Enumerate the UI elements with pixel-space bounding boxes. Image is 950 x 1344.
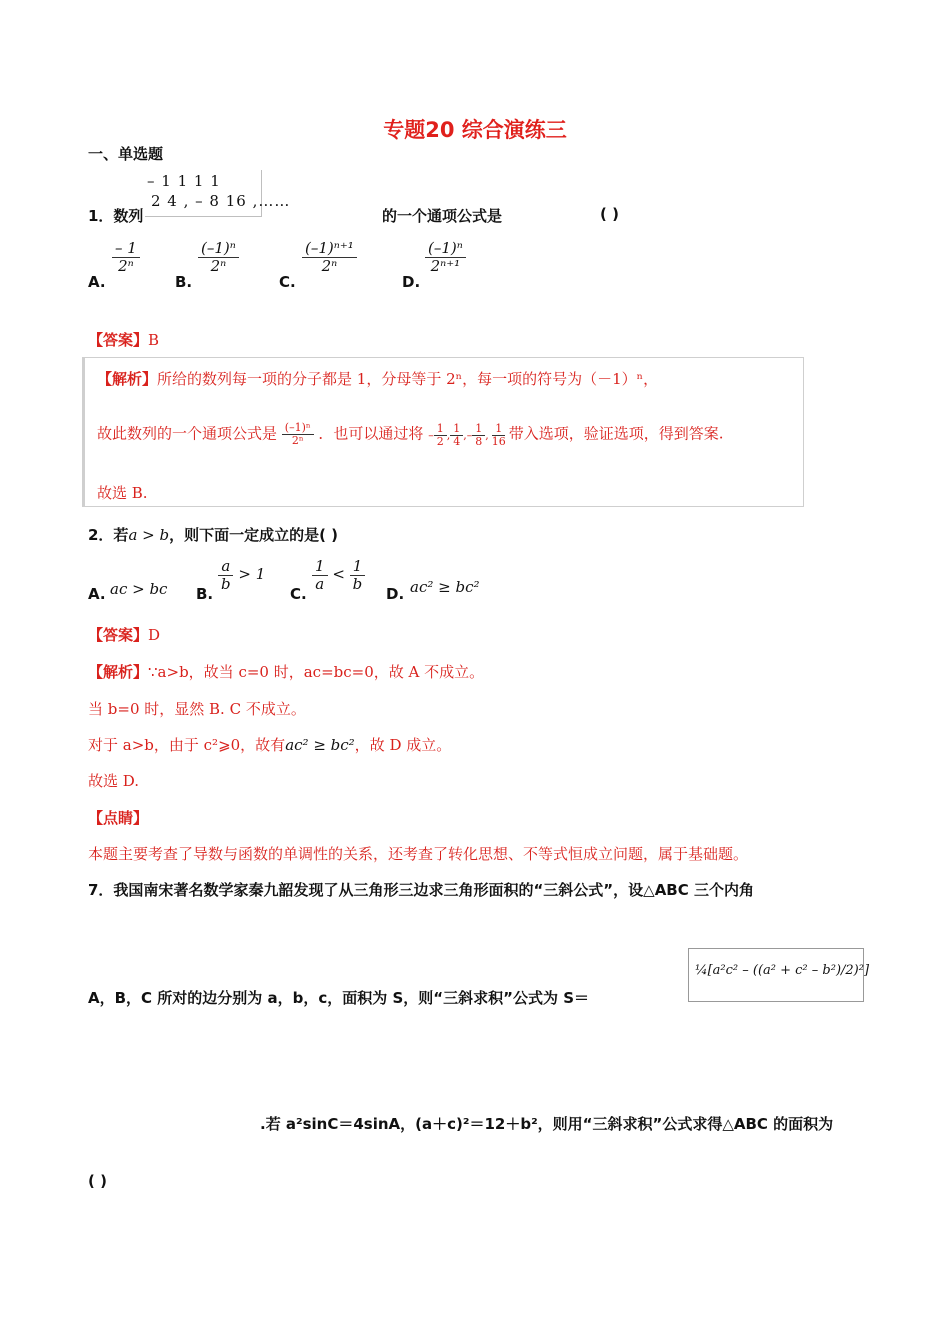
q2-option-d-letter: D. xyxy=(386,585,405,603)
q2-stem-a: 2．若 xyxy=(88,526,129,544)
q2-analysis-math: ac² ≥ bc² xyxy=(285,736,355,754)
q7-line1: 7．我国南宋著名数学家秦九韶发现了从三角形三边求三角形面积的“三斜公式”，设△ABC 三个内角 xyxy=(88,881,754,899)
q2-analysis-line3 xyxy=(88,734,451,755)
q1-analysis-text2c: 带入选项，验证选项，得到答案. xyxy=(508,424,724,443)
q1-sequence-image xyxy=(145,170,291,217)
q1-analysis-tag: 【解析】 xyxy=(97,370,158,388)
q2-analysis-tag: 【解析】 xyxy=(88,663,149,681)
q2-comment-text: 本题主要考查了导数与函数的单调性的关系，还考查了转化思想、不等式恒成立问题，属于基础题。 xyxy=(88,845,749,863)
q2-option-b-formula: $\frac{a}{b}$ > 1 xyxy=(218,558,265,592)
q1-answer-value: B xyxy=(148,331,160,349)
q2-answer-value: D xyxy=(148,626,161,644)
q2-comment-tag: 【点睛】 xyxy=(88,809,149,827)
q1-prefix: 1．数列 xyxy=(88,207,144,225)
q1-answer xyxy=(88,329,159,350)
q1-analysis-formula-den: 2ⁿ xyxy=(291,434,304,448)
q7-line3: .若 a²sinC＝4sinA，(a＋c)²＝12＋b²，则用“三斜求积”公式求得△ABC 的面积为 xyxy=(260,1115,834,1133)
q2-answer-tag: 【答案】 xyxy=(88,626,149,644)
q2-option-a-letter: A. xyxy=(88,585,106,603)
q1-option-b-num: (–1)ⁿ xyxy=(198,240,239,258)
q1-answer-tag: 【答案】 xyxy=(88,331,149,349)
q2-analysis-line4: 故选 D. xyxy=(88,772,140,790)
q1-analysis-text2b: ．也可以通过将 xyxy=(318,424,424,443)
q1-analysis-formula-num: (–1)ⁿ xyxy=(282,422,314,435)
q1-option-a-formula xyxy=(112,240,140,274)
q2-analysis-line1 xyxy=(88,661,484,682)
q1-suffix: 的一个通项公式是 xyxy=(382,207,503,225)
q1-option-c-letter: C. xyxy=(279,273,296,291)
q7-answer-paren: ( ) xyxy=(88,1172,107,1190)
q1-option-a-num: – 1 xyxy=(112,240,140,258)
q1-option-b-letter: B. xyxy=(175,273,193,291)
q1-option-d-formula xyxy=(425,240,466,274)
q2-answer xyxy=(88,624,160,645)
q1-option-d-letter: D. xyxy=(402,273,421,291)
q2-stem xyxy=(88,524,338,545)
page-title: 专题20 综合演练三 xyxy=(383,118,567,142)
q2-option-c-letter: C. xyxy=(290,585,307,603)
q1-analysis-line2 xyxy=(97,422,724,448)
q2-option-a-formula: ac > bc xyxy=(110,580,168,598)
q1-option-c-formula xyxy=(302,240,357,274)
q1-analysis-line1 xyxy=(97,368,658,389)
q1-analysis-text1: 所给的数列每一项的分子都是 1，分母等于 2ⁿ，每一项的符号为（－1）ⁿ， xyxy=(157,370,659,388)
q2-analysis-line2: 当 b=0 时，显然 B. C 不成立。 xyxy=(88,700,306,718)
q2-analysis-text3a: 对于 a>b，由于 c²⩾0，故有 xyxy=(88,736,286,754)
q1-option-c-den: 2ⁿ xyxy=(321,256,338,275)
q1-answer-paren: ( ) xyxy=(600,205,619,223)
q1-seq-line1: – 1 1 1 1 xyxy=(147,172,221,190)
q2-option-c-formula: $\frac{1}{a}$ < $\frac{1}{b}$ xyxy=(312,558,365,592)
q2-option-b-letter: B. xyxy=(196,585,214,603)
q1-option-a-letter: A. xyxy=(88,273,106,291)
q1-analysis-line3: 故选 B. xyxy=(97,484,148,502)
q1-analysis-text2a: 故此数列的一个通项公式是 xyxy=(97,424,278,443)
section-heading: 一、单选题 xyxy=(88,145,164,163)
q1-option-b-den: 2ⁿ xyxy=(210,256,227,275)
q7-formula: ¼[a²c² – ((a² + c² – b²)/2)²] xyxy=(695,963,870,978)
q1-analysis-box xyxy=(82,357,804,507)
q1-option-d-den: 2ⁿ⁺¹ xyxy=(430,256,461,275)
q7-line2: A，B，C 所对的边分别为 a，b，c，面积为 S，则“三斜求积”公式为 S＝ xyxy=(88,989,590,1007)
q1-option-c-num: (–1)ⁿ⁺¹ xyxy=(302,240,357,258)
q2-analysis-text3b: ，故 D 成立。 xyxy=(354,736,452,754)
q1-option-a-den: 2ⁿ xyxy=(118,256,134,275)
q2-stem-b: ，则下面一定成立的是( ) xyxy=(169,526,339,544)
q1-option-d-num: (–1)ⁿ xyxy=(425,240,466,258)
q1-seq-line2: 2 4 , – 8 16 ,…… xyxy=(151,192,291,210)
q1-analysis-formula xyxy=(282,422,314,447)
q7-formula-image xyxy=(688,948,870,1002)
q2-option-d-formula: ac² ≥ bc² xyxy=(410,578,480,596)
q2-analysis-text1: ∵a>b，故当 c=0 时，ac=bc=0，故 A 不成立。 xyxy=(148,663,485,681)
q1-analysis-terms: – $\frac{1}{2}$ , $\frac{1}{4}$ ,– $\frac{1}{8}$ , $\frac{1}{16}$ xyxy=(428,422,506,449)
q1-option-b-formula xyxy=(198,240,239,274)
q2-stem-math: a > b xyxy=(128,526,170,544)
